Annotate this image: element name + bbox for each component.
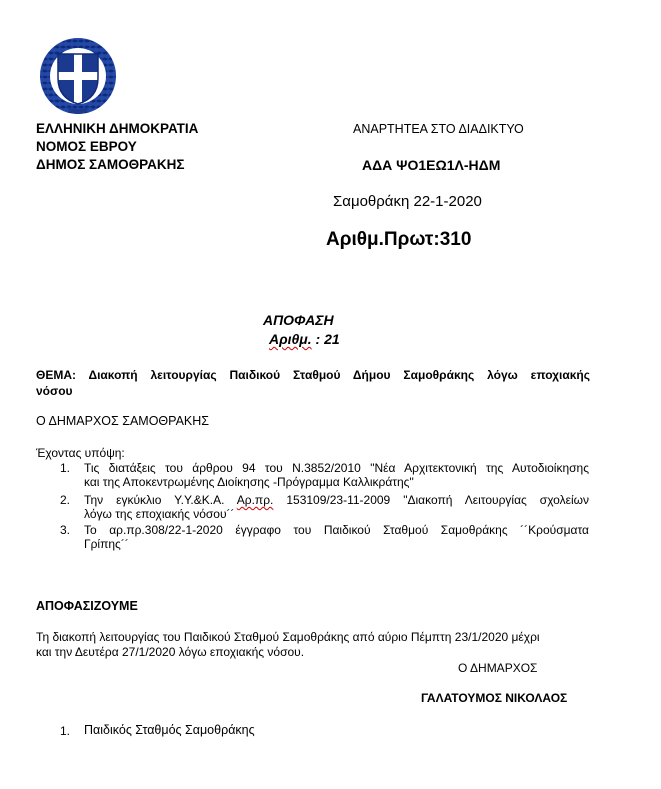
considering-item-3-number: 3. [59,523,70,537]
considering-item-1-line-2: και της Αποκεντρωμένης Διοίκησης -Πρόγραμμα Καλλικράτης" [84,475,414,489]
considering-item-3-line-2: Γρίπης´´ [84,537,129,551]
issuer-republic: ΕΛΛΗΝΙΚΗ ΔΗΜΟΚΡΑΤΙΑ [36,121,199,136]
decision-number-value: : 21 [311,331,340,347]
mayor-heading: Ο ΔΗΜΑΡΧΟΣ ΣΑΜΟΘΡΑΚΗΣ [36,414,209,428]
distribution-item-1-number: 1. [59,724,70,738]
considering-item-1-line-1: Τις διατάξεις του άρθρου 94 του Ν.3852/2010 "Νέα Αρχιτεκτονική της Αυτοδιοίκησης [84,461,589,475]
considering-item-2 [84,493,589,521]
considering-item-2-number: 2. [59,493,70,507]
greek-state-emblem-icon [36,32,120,116]
issuer-block [36,120,198,174]
protocol-number: Αριθμ.Πρωτ:310 [326,229,472,250]
subject-line-1: ΘΕΜΑ: Διακοπή λειτουργίας Παιδικού Σταθμού Δήμου Σαμοθράκης λόγω εποχιακής [36,368,590,382]
considering-item-2-line-1 [84,493,589,507]
ada-code: ΑΔΑ ΨΟ1ΕΩ1Λ-ΗΔΜ [362,157,501,173]
considering-item-1 [84,461,589,489]
signature-name: ΓΑΛΑΤΟΥΜΟΣ ΝΙΚΟΛΑΟΣ [421,691,568,705]
issuer-prefecture: ΝΟΜΟΣ ΕΒΡΟΥ [36,139,137,154]
decision-body-line-1: Τη διακοπή λειτουργίας του Παιδικού Σταθμού Σαμοθράκης από αύριο Πέμπτη 23/1/2020 μέχρι [36,630,540,644]
considering-item-1-number: 1. [59,461,70,475]
resolve-heading: ΑΠΟΦΑΣΙΖΟΥΜΕ [36,599,138,613]
subject-line-2: νόσου [36,384,73,398]
decision-body-line-2: και την Δευτέρα 27/1/2020 λόγω εποχιακής νόσου. [36,645,305,659]
decision-body [36,630,596,660]
distribution-item-1: Παιδικός Σταθμός Σαμοθράκης [84,723,255,737]
decision-number-label: Αριθμ. [269,331,312,347]
decision-title: ΑΠΟΦΑΣΗ [263,312,334,328]
issuer-municipality: ΔΗΜΟΣ ΣΑΜΟΘΡΑΚΗΣ [36,157,185,172]
decision-number [269,331,340,347]
considering-item-2-text-c: 153109/23-11-2009 "Διακοπή Λειτουργίας σχολείων [273,493,589,507]
signature-role: Ο ΔΗΜΑΡΧΟΣ [458,661,538,675]
subject [36,367,590,399]
considering-item-3-line-1: Το αρ.πρ.308/22-1-2020 έγγραφο του Παιδικού Σταθμού Σαμοθράκης ´´Κρούσματα [84,523,589,537]
considering-label: Έχοντας υπόψη: [36,446,125,460]
publication-notice: ΑΝΑΡΤΗΤΕΑ ΣΤΟ ΔΙΑΔΙΚΤΥΟ [353,122,524,136]
considering-item-2-text-a: Την εγκύκλιο Υ.Υ.&Κ.Α. [84,493,237,507]
considering-item-2-text-b: Αρ.πρ. [236,493,274,507]
considering-item-2-line-2: λόγω της εποχιακής νόσου´´ [84,507,235,521]
place-date: Σαμοθράκη 22-1-2020 [333,193,482,210]
considering-item-3 [84,523,589,551]
